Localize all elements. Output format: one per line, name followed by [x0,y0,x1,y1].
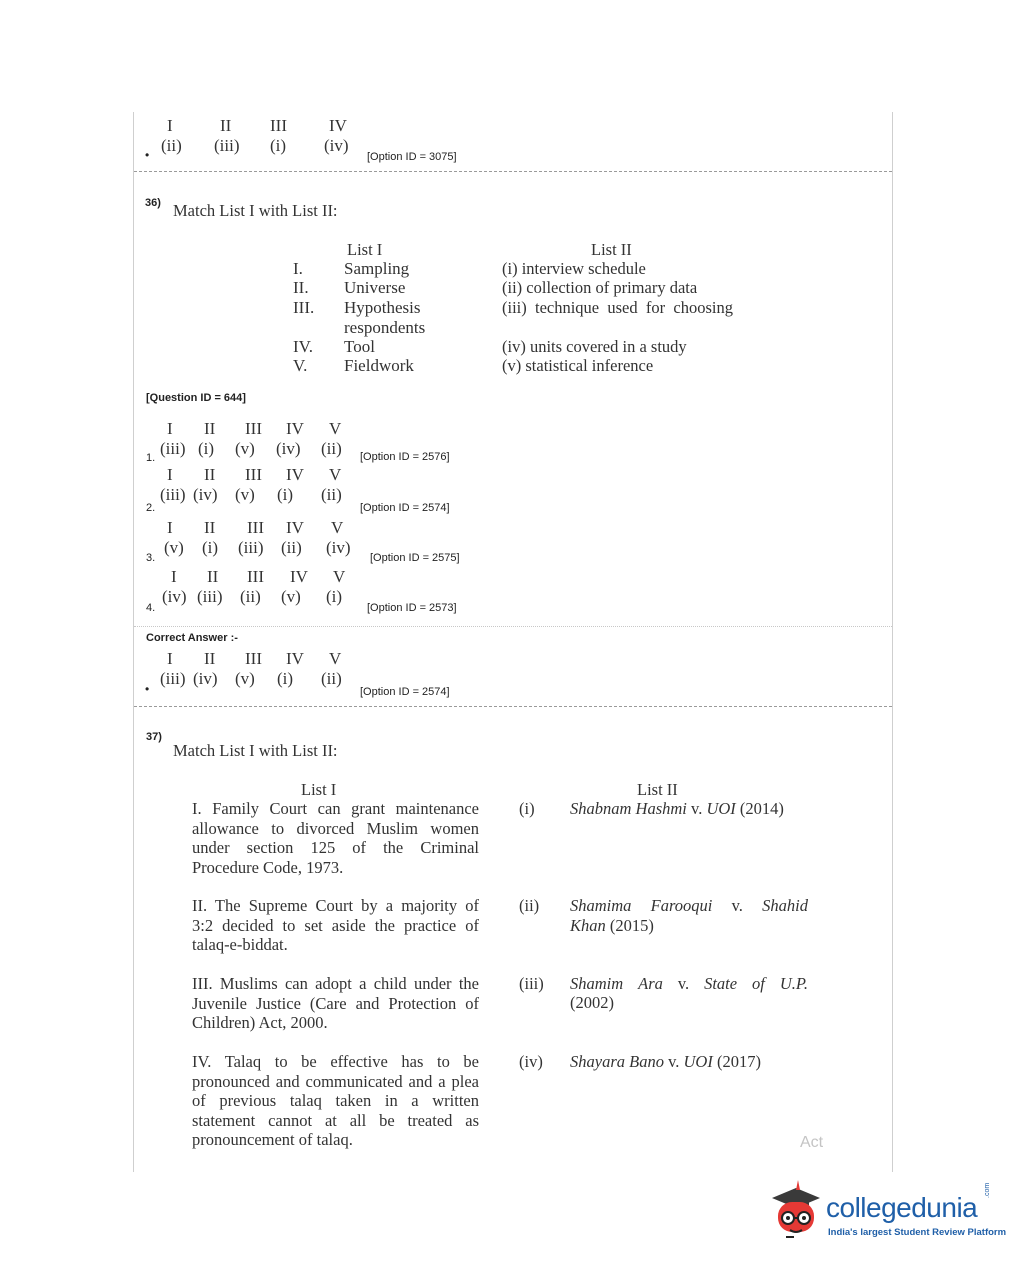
col-value: (v) [235,439,255,458]
col-value: (iv) [193,485,218,504]
col-header: III [245,419,262,438]
statement-line: 3:2 decided to set aside the practice of [192,915,479,935]
answer-bullet: • [145,682,150,696]
answer-divider [134,626,892,627]
list2-case-line2 [570,916,654,936]
case-party: Shayara Bano [570,1052,664,1071]
col-header: IV [286,518,304,537]
col-header: IV [286,465,304,484]
col-value: (iv) [162,587,187,606]
list1-text: Tool [344,337,375,356]
list1-heading: List I [347,240,383,259]
list2-code: (i) [519,799,535,818]
case-v: v. [686,799,707,818]
list2-case [570,974,808,994]
option-number: 4. [146,602,156,614]
col-header: IV [286,649,304,668]
case-party: Shabnam Hashmi [570,799,687,818]
brand-name: collegedunia [826,1192,978,1223]
col-value: (i) [277,669,294,688]
case-party: UOI [683,1052,713,1071]
col-header: V [329,419,342,438]
list1-num: IV. [293,337,313,356]
statement-line: allowance to divorced Muslim women [192,818,479,838]
section-divider [134,706,892,707]
question-prompt: Match List I with List II: [173,741,338,760]
list2-item: (v) statistical inference [502,356,654,375]
option-id: [Option ID = 2575] [370,552,460,564]
col-value: (v) [235,669,255,688]
list1-statement [192,896,479,955]
option-number: 2. [146,502,156,514]
watermark-text: Act [800,1134,824,1151]
col-header: III [247,567,264,586]
case-year: (2017) [712,1052,761,1071]
col-header: III [245,465,262,484]
option-id: [Option ID = 2573] [367,602,457,614]
list2-heading: List II [637,780,678,799]
statement-line: of previous talaq taken in a written [192,1091,479,1110]
col-header: II [220,116,232,135]
case-party: UOI [706,799,736,818]
col-header: V [333,567,346,586]
col-value: (i) [198,439,215,458]
option-number: 3. [146,552,156,564]
case-party: Ara [638,974,663,993]
col-header: V [329,465,342,484]
case-party: U.P. [779,974,808,993]
list2-item: (iii) technique used for choosing [502,298,733,317]
list2-item: (ii) collection of primary data [502,278,698,297]
col-value: (v) [235,485,255,504]
list1-statement [192,799,479,877]
col-header: I [171,567,177,586]
page-left-border [133,112,134,1172]
col-value: (iii) [214,136,240,155]
list1-num: III. [293,298,315,317]
case-party: of [752,974,765,993]
col-value: (i) [270,136,287,155]
section-divider [134,171,892,172]
col-value: (iii) [160,485,186,504]
col-header: II [204,465,216,484]
col-header: IV [329,116,347,135]
col-value: (ii) [321,485,342,504]
case-party: Shamim [570,974,624,993]
col-value: (ii) [281,538,302,557]
list2-item: (i) interview schedule [502,259,646,278]
col-header: I [167,116,173,135]
col-value: (i) [277,485,294,504]
list1-text: Fieldwork [344,356,414,375]
list1-num: V. [293,356,308,375]
answer-bullet: • [145,148,150,162]
col-value: (i) [326,587,343,606]
col-value: (iv) [276,439,301,458]
case-party: Khan [570,916,606,935]
page-right-border [892,112,893,1172]
statement-line: Procedure Code, 1973. [192,857,344,877]
col-value: (v) [281,587,301,606]
col-value: (ii) [321,439,342,458]
option-number: 1. [146,452,156,464]
col-header: I [167,419,173,438]
statement-line: pronouncement of talaq. [192,1130,353,1149]
statement-line: II. The Supreme Court by a majority of [192,896,479,915]
list2-case [570,799,784,819]
case-v: v. [731,896,743,915]
col-value: (ii) [161,136,182,155]
list2-code: (iii) [519,974,544,993]
brand-suffix: .com [984,1182,991,1198]
statement-line: talaq-e-biddat. [192,935,288,954]
col-header: III [247,518,264,537]
col-header: I [167,465,173,484]
list1-statement [192,1052,479,1150]
option-id: [Option ID = 2574] [360,686,450,698]
col-header: II [204,419,216,438]
list1-num: I. [293,259,303,278]
col-value: (v) [164,538,184,557]
col-header: V [329,649,342,668]
case-party: State [704,974,738,993]
statement-line: pronounced and communicated and a plea [192,1071,479,1091]
brand-tagline: India's largest Student Review Platform [828,1227,1007,1238]
case-v: v. [663,1052,684,1071]
list1-text: respondents [344,318,426,337]
correct-answer-label: Correct Answer :- [146,632,238,644]
col-value: (iv) [324,136,349,155]
list1-statement [192,974,479,1033]
case-party: Shahid [762,896,808,915]
col-header: I [167,518,173,537]
col-header: IV [290,567,308,586]
col-value: (iv) [193,669,218,688]
list2-case [570,1052,761,1072]
statement-line: IV. Talaq to be effective has to be [192,1052,479,1071]
col-header: II [204,518,216,537]
question-prompt: Match List I with List II: [173,201,338,220]
col-value: (iii) [160,439,186,458]
question-number: 36) [145,197,161,209]
case-year: (2014) [735,799,784,818]
col-value: (ii) [240,587,261,606]
option-id: [Option ID = 2574] [360,502,450,514]
case-year: (2015) [605,916,654,935]
statement-line: III. Muslims can adopt a child under the [192,974,479,993]
list2-heading: List II [591,240,632,259]
question-number: 37) [146,731,162,743]
col-header: I [167,649,173,668]
case-v: v. [677,974,690,993]
list1-num: II. [293,278,309,297]
collegedunia-mascot-icon [766,1178,826,1244]
statement-line: Children) Act, 2000. [192,1013,328,1032]
col-value: (iii) [160,669,186,688]
statement-line: under section 125 of the Criminal [192,838,479,857]
col-value: (iii) [197,587,223,606]
list2-item: (iv) units covered in a study [502,337,687,356]
case-party: Farooqui [650,896,713,915]
option-id: [Option ID = 2576] [360,451,450,463]
col-value: (ii) [321,669,342,688]
list2-code: (iv) [519,1052,543,1071]
list1-text: Sampling [344,259,410,278]
col-header: II [204,649,216,668]
list1-text: Universe [344,278,406,297]
col-value: (iii) [238,538,264,557]
case-party: Shamima [570,896,632,915]
col-header: V [331,518,344,537]
col-header: IV [286,419,304,438]
option-id: [Option ID = 3075] [367,151,457,163]
statement-line: I. Family Court can grant maintenance [192,799,479,818]
list2-case-line2: (2002) [570,993,614,1012]
list1-text: Hypothesis [344,298,421,317]
list2-case [570,896,808,916]
col-value: (iv) [326,538,351,557]
list1-heading: List I [301,780,337,799]
col-header: II [207,567,219,586]
col-value: (i) [202,538,219,557]
statement-line: Juvenile Justice (Care and Protection of [192,993,479,1013]
statement-line: statement cannot at all be treated as [192,1110,479,1130]
col-header: III [270,116,287,135]
list2-code: (ii) [519,896,540,915]
question-id: [Question ID = 644] [146,392,246,404]
col-header: III [245,649,262,668]
